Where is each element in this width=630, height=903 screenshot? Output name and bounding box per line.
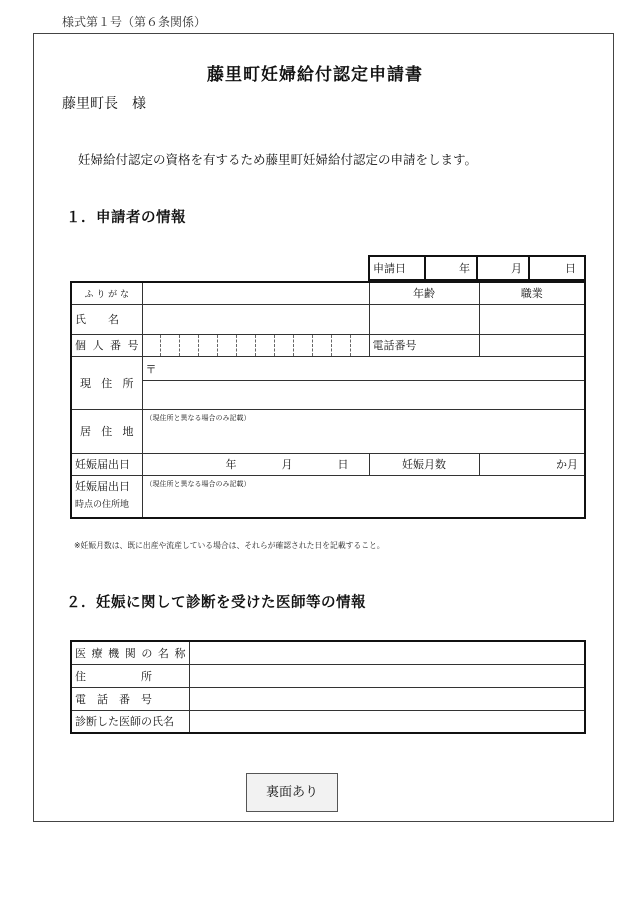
section2-title: ２．妊娠に関して診断を受けた医師等の情報 (66, 595, 366, 611)
pregnancy-address-row (71, 475, 585, 518)
name-field[interactable] (142, 304, 369, 334)
pregnancy-address-label-line1: 妊娠届出日 (75, 479, 130, 493)
personal-number-field[interactable] (142, 334, 369, 356)
footnote: ※妊娠月数は、既に出産や流産している場合は、それらが確認された日を記載すること。 (74, 541, 385, 550)
phone-label: 電話番号 (369, 334, 479, 356)
months-unit: か月 (556, 458, 578, 471)
declaration: 妊婦給付認定の資格を有するため藤里町妊婦給付認定の申請をします。 (78, 152, 478, 167)
applicant-table (70, 281, 586, 519)
pregnancy-address-note: （現住所と異なる場合のみ記載） (145, 479, 251, 488)
institution-field[interactable] (189, 641, 585, 664)
pregnancy-report-date-field[interactable] (142, 453, 369, 475)
residence-note: （現住所と異なる場合のみ記載） (145, 413, 251, 422)
name-label: 氏 名 (71, 304, 142, 334)
occupation-field[interactable] (479, 304, 585, 334)
section1-title: １．申請者の情報 (66, 210, 186, 226)
doctor-address-field[interactable] (189, 664, 585, 687)
pregnancy-address-label (71, 475, 142, 518)
current-address-label: 現 住 所 (71, 356, 142, 409)
pregnancy-address-field[interactable] (142, 475, 585, 518)
pregnancy-months-field[interactable] (479, 453, 585, 475)
application-date-table (368, 255, 586, 281)
furigana-label: ふ り が な (71, 282, 142, 304)
application-date-month[interactable] (477, 256, 529, 280)
residence-field[interactable] (142, 409, 585, 453)
postal-code-field[interactable] (142, 356, 585, 380)
pregnancy-year-unit: 年 (225, 458, 237, 471)
doctor-address-row (71, 664, 585, 687)
furigana-row (71, 282, 585, 304)
addressee: 藤里町長 様 (62, 96, 146, 112)
personal-number-digit-boxes (143, 335, 369, 356)
doctor-table (70, 640, 586, 734)
current-address-row (71, 356, 585, 380)
name-row (71, 304, 585, 334)
residence-row (71, 409, 585, 453)
current-address-row-2 (71, 380, 585, 409)
pregnancy-report-row (71, 453, 585, 475)
pregnancy-month-unit: 月 (281, 458, 293, 471)
institution-label: 医療機関の名称 (71, 641, 189, 664)
personal-number-label: 個人番号 (71, 334, 142, 356)
phone-field[interactable] (479, 334, 585, 356)
application-date-day[interactable] (529, 256, 585, 280)
current-address-field[interactable] (142, 380, 585, 409)
application-date-year[interactable] (425, 256, 477, 280)
year-unit: 年 (459, 262, 470, 275)
application-date-label: 申請日 (369, 256, 425, 280)
pregnancy-address-label-line2: 時点の住所地 (75, 499, 130, 510)
personal-number-row (71, 334, 585, 356)
form-number: 様式第１号（第６条関係） (62, 15, 207, 29)
institution-row (71, 641, 585, 664)
doctor-name-label: 診断した医師の氏名 (71, 710, 189, 733)
doctor-phone-field[interactable] (189, 687, 585, 710)
furigana-field[interactable] (142, 282, 369, 304)
residence-label: 居 住 地 (71, 409, 142, 453)
doctor-address-label: 住 所 (71, 664, 189, 687)
pregnancy-months-label: 妊娠月数 (369, 453, 479, 475)
age-label: 年齢 (369, 282, 479, 304)
doctor-name-row (71, 710, 585, 733)
doctor-phone-label: 電 話 番 号 (71, 687, 189, 710)
form-title: 藤里町妊婦給付認定申請書 (207, 65, 423, 85)
age-field[interactable] (369, 304, 479, 334)
reverse-side-button[interactable]: 裏面あり (246, 773, 338, 812)
doctor-name-field[interactable] (189, 710, 585, 733)
postal-mark: 〒 (145, 362, 157, 376)
day-unit: 日 (565, 262, 576, 275)
month-unit: 月 (511, 262, 522, 275)
occupation-label: 職業 (479, 282, 585, 304)
doctor-phone-row (71, 687, 585, 710)
pregnancy-day-unit: 日 (337, 458, 349, 471)
pregnancy-report-date-label: 妊娠届出日 (71, 453, 142, 475)
